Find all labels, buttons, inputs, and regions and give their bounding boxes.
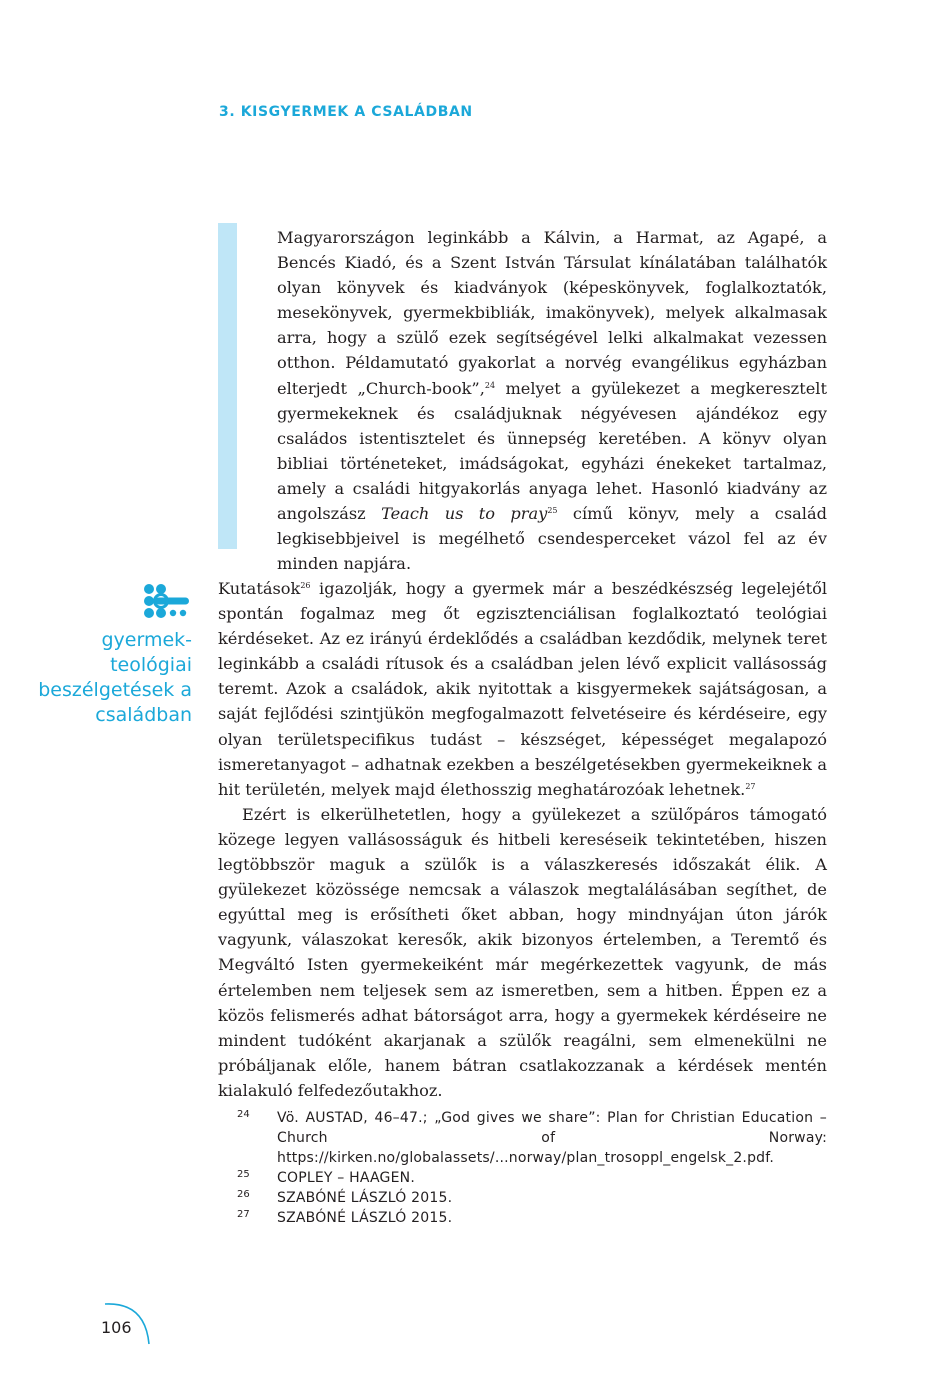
footnote-ref-27[interactable]: 27 [745, 781, 756, 791]
footnote-number: 26 [237, 1189, 250, 1200]
footnote-text: Vö. AUSTAD, 46–47.; „God gives we share”: Plan for Christian Education – Church of Norway: https://kirken.no/globalassets/...norway/plan_trosoppl_engelsk_2.pdf. [277, 1110, 827, 1166]
footnote-27 [237, 1208, 827, 1228]
margin-note-line: beszélgetések a [38, 679, 192, 701]
quote-text-end: című könyv, mely a család legkisebbjeivel is megélhető csendesperceket vázol fel az év minden napjára. [277, 504, 827, 574]
paragraph-1 [218, 576, 827, 802]
margin-note-line: teológiai [110, 654, 192, 676]
quote-bar [218, 223, 237, 549]
quote-text-middle: melyet a gyülekezet a megkeresztelt gyermekeknek és családjuknak négyévesen ajándékoz egy családos istentisztelet és ünnepség keretében. A könyv olyan bibliai történeteket, imádságokat, egyházi énekeket tartalmaz, amely a családi hitgyakorlás anyaga lehet. Hasonló kiadvány az angolszász [277, 378, 827, 524]
footnote-25 [237, 1168, 827, 1188]
body-text [218, 576, 827, 1103]
footnote-ref-24[interactable]: 24 [484, 380, 496, 390]
book-title: Teach us to pray [381, 504, 548, 524]
highlighted-quote [277, 225, 827, 576]
footnote-ref-25[interactable]: 25 [547, 506, 558, 516]
footnote-text: SZABÓNÉ LÁSZLÓ 2015. [277, 1210, 453, 1226]
footnote-26 [237, 1188, 827, 1208]
paragraph-1-start: Kutatások [218, 579, 301, 598]
footnotes [237, 1108, 827, 1228]
footnote-number: 25 [237, 1169, 250, 1180]
margin-note [20, 628, 192, 728]
footnote-ref-26[interactable]: 26 [300, 581, 311, 590]
margin-note-line: családban [95, 704, 192, 726]
margin-note-line: gyermek- [101, 629, 192, 651]
paragraph-2: Ezért is elkerülhetetlen, hogy a gyülekezet a szülőpáros támogató közege legyen vallásosságuk és hitbeli kereséseik tekintetében, hiszen legtöbbször maguk a szülők is a válaszkeresés időszakát élik. A gyülekezet közössége nemcsak a válaszok megtalálásában segíthet, de egyúttal meg is erősítheti őket abban, hogy mindnyájan úton járók vagyunk, válaszokat keresők, akik bizonyos értelemben, a Teremtő és Megváltó Isten gyermekeiként már megérkezettek vagyunk, de más értelemben nem teljesek sem az ismeretben, sem a hitben. Éppen ez a közös felismerés adhat bátorságot arra, hogy a gyermekek kérdéseire ne mindent tudóként akarjanak a szülők reagálni, sem elmenekülni ne próbáljanak előle, hanem bátran csatlakozzanak a kérdések mentén kialakuló felfedezőutakhoz. [218, 804, 827, 1100]
footnote-24 [237, 1108, 827, 1168]
key-icon [143, 583, 191, 619]
paragraph-1-text: igazolják, hogy a gyermek már a beszédkészség legelejétől spontán fogalmaz meg őt egzisztenciálisan foglalkoztató teológiai kérdéseket. Az ez irányú érdeklődés a családban kezdődik, melynek teret leginkább a családi rítusok és a családban jelen lévő explicit vallásosság teremt. Azok a családok, akik nyitottak a kisgyermekek sajátságosan, a saját fejlődési szintjükön megfogalmazott felvetéseire és kérdéseire, egy olyan területspecifikus tudást – készséget, képességet megalapozó ismeretanyagot – adhatnak ezekben a beszélgetésekben gyermekeiknek a hit területén, melyek majd élethosszig meghatározóak lehetnek. [218, 579, 827, 799]
footnote-text: COPLEY – HAAGEN. [277, 1170, 415, 1186]
footnote-text: SZABÓNÉ LÁSZLÓ 2015. [277, 1190, 453, 1206]
footnote-number: 24 [237, 1109, 250, 1120]
quote-text-start: Magyarországon leginkább a Kálvin, a Harmat, az Agapé, a Bencés Kiadó, és a Szent István Társulat kínálatában találhatók olyan könyvek és kiadványok (képeskönyvek, foglalkoztatók, mesekönyvek, gyermekbibliák, imakönyvek), melyek alkalmasak arra, hogy a szülő ezek segítségével lelki alkalmakat vezessen otthon. Példamutató gyakorlat a norvég evangélikus egyházban elterjedt „Church-book”, [277, 228, 827, 398]
page-number: 106 [101, 1318, 132, 1337]
footnote-number: 27 [237, 1209, 250, 1220]
running-head: 3. KISGYERMEK A CSALÁDBAN [219, 104, 473, 120]
